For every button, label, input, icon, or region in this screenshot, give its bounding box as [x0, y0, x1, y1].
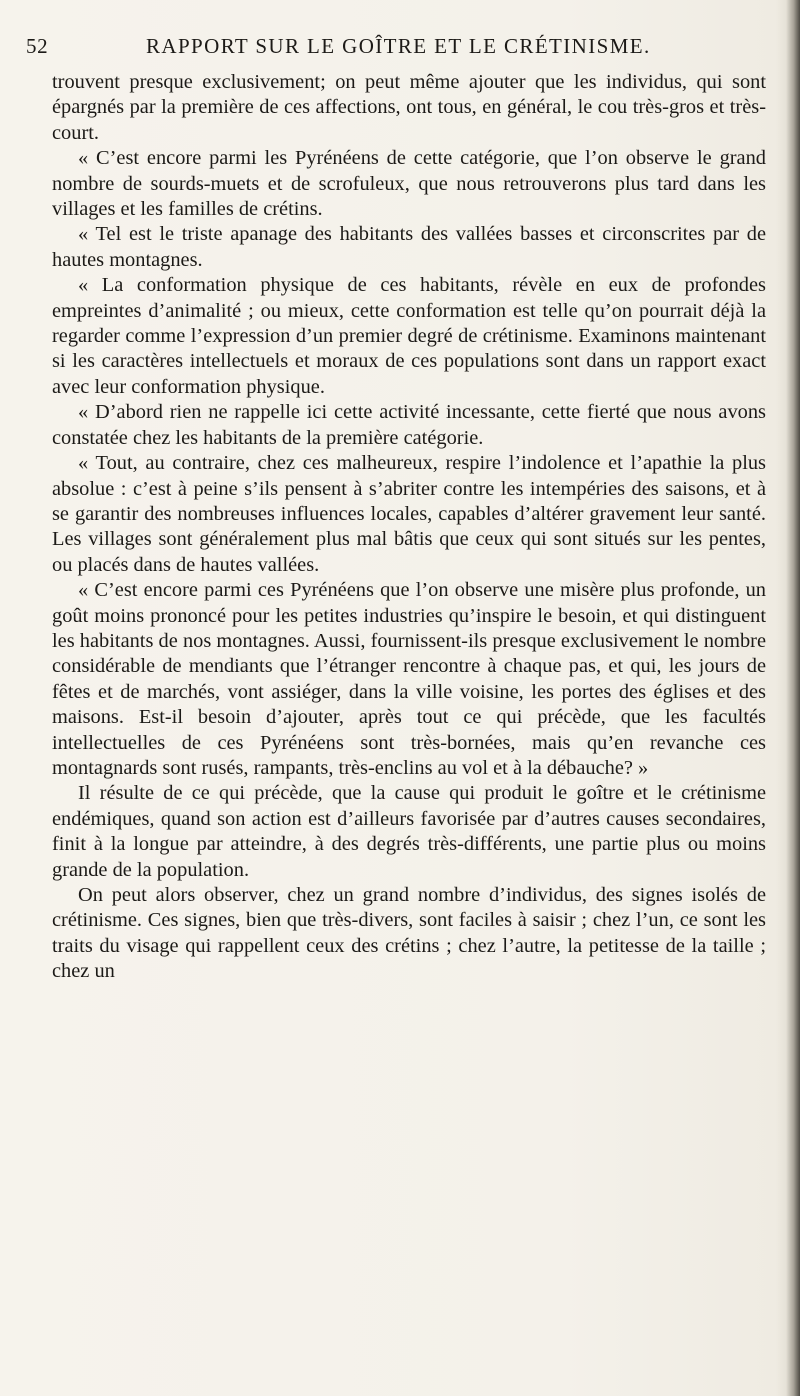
paragraph: « La conformation physique de ces habitants, révèle en eux de profondes empreintes d’animalité ; ou mieux, cette conformation est telle qu’on pourrait déjà la regarder comme l’expression d’un premier degré de crétinisme. Examinons maintenant si les caractères intellectuels et moraux de ces populations sont dans un rapport exact avec leur conformation physique.: [52, 274, 766, 398]
paragraph: « C’est encore parmi les Pyrénéens de cette catégorie, que l’on observe le grand nombre de sourds-muets et de scrofuleux, que nous retrouverons plus tard dans les villages et les familles de crétins.: [52, 147, 766, 221]
running-title: RAPPORT SUR LE GOÎTRE ET LE CRÉTINISME.: [146, 34, 651, 58]
page-edge-shadow: [786, 0, 800, 1396]
page-header: [26, 34, 766, 62]
paragraph: « Tout, au contraire, chez ces malheureux, respire l’indolence et l’apathie la plus absolue : c’est à peine s’ils pensent à s’abriter contre les intempéries des saisons, et à se garantir des nombreuses influences locales, capables d’altérer gravement leur santé. Les villages sont généralement plus mal bâtis que ceux qui sont situés sur les pentes, ou placés dans de hautes vallées.: [52, 452, 766, 576]
paragraph: « C’est encore parmi ces Pyrénéens que l’on observe une misère plus profonde, un goût moins prononcé pour les petites industries qu’inspire le besoin, et qui distinguent les habitants de nos montagnes. Aussi, fournissent-ils presque exclusivement le nombre considérable de mendiants que l’étranger rencontre à chaque pas, et qui, les jours de fêtes et de marchés, vont assiéger, dans la ville voisine, les portes des églises et des maisons. Est-il besoin d’ajouter, après tout ce qui précède, que les facultés intellectuelles de ces Pyrénéens sont très-bornées, mais qu’en revanche ces montagnards sont rusés, rampants, très-enclins au vol et à la débauche? »: [52, 579, 766, 779]
page-number: 52: [26, 34, 49, 58]
paragraph: « Tel est le triste apanage des habitants des vallées basses et circonscrites par de hautes montagnes.: [52, 223, 766, 271]
paragraph: Il résulte de ce qui précède, que la cause qui produit le goître et le crétinisme endémiques, quand son action est d’ailleurs favorisée par d’autres causes secondaires, finit à la longue par atteindre, à des degrés très-différents, une partie plus ou moins grande de la population.: [52, 782, 766, 881]
paragraph: trouvent presque exclusivement; on peut même ajouter que les individus, qui sont épargnés par la première de ces affections, ont tous, en général, le cou très-gros et très-court.: [52, 71, 766, 144]
paragraph: On peut alors observer, chez un grand nombre d’individus, des signes isolés de crétinisme. Ces signes, bien que très-divers, sont faciles à saisir ; chez l’un, ce sont les traits du visage qui rappellent ceux des crétins ; chez l’autre, la petitesse de la taille ; chez un: [52, 884, 766, 983]
paragraph: « D’abord rien ne rappelle ici cette activité incessante, cette fierté que nous avons constatée chez les habitants de la première catégorie.: [52, 401, 766, 449]
body-text: [52, 70, 766, 985]
